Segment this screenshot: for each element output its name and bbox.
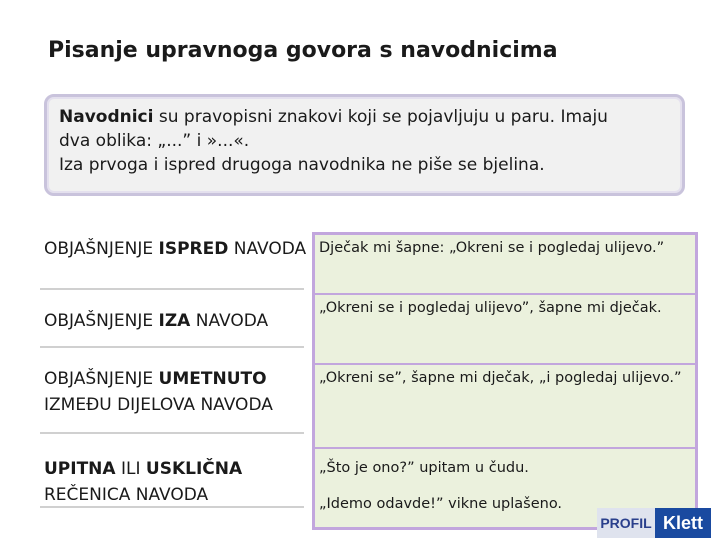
- table-row: [40, 234, 697, 295]
- definition-term: Navodnici: [59, 107, 154, 127]
- row-label: [40, 364, 314, 448]
- label-text: OBJAŠNJENJE: [44, 369, 159, 389]
- label-keyword: UMETNUTO: [158, 369, 267, 389]
- row-divider: [40, 506, 304, 508]
- example-line: „Što je ono?” upitam u čudu.: [319, 460, 529, 476]
- label-text: OBJAŠNJENJE: [44, 238, 159, 259]
- row-label: [40, 234, 314, 295]
- publisher-logo: [597, 508, 713, 538]
- definition-line-1: [59, 105, 670, 129]
- label-text: REČENICA NAVODA: [44, 485, 209, 505]
- label-keyword: USKLIČNA: [145, 459, 243, 479]
- definition-box: [44, 94, 685, 196]
- definition-line-1-rest: su pravopisni znakovi koji se pojavljuju u paru. Imaju: [153, 107, 608, 127]
- logo-profil: PROFIL: [597, 508, 655, 538]
- label-keyword: UPITNA: [44, 459, 116, 479]
- row-example: „Okreni se”, šapne mi dječak, „i pogledaj ulijevo.”: [314, 364, 697, 448]
- row-example: „Okreni se i pogledaj ulijevo”, šapne mi dječak.: [314, 294, 697, 364]
- definition-line-3: Iza prvoga i ispred drugoga navodnika ne piše se bjelina.: [59, 155, 545, 175]
- row-label: [40, 448, 314, 529]
- page-title: Pisanje upravnoga govora s navodnicima: [48, 38, 558, 63]
- label-text: OBJAŠNJENJE: [44, 311, 159, 331]
- label-keyword: IZA: [158, 311, 191, 331]
- row-divider: [40, 432, 304, 434]
- row-example: Dječak mi šapne: „Okreni se i pogledaj ulijevo.”: [314, 234, 697, 295]
- label-keyword: ISPRED: [158, 238, 229, 259]
- label-text: ILI: [115, 459, 146, 479]
- table-row: [40, 364, 697, 448]
- examples-table: [40, 232, 698, 530]
- row-label: [40, 294, 314, 364]
- table-row: [40, 294, 697, 364]
- label-text: NAVODA: [190, 311, 269, 331]
- row-divider: [40, 346, 304, 348]
- logo-klett: Klett: [655, 508, 711, 538]
- label-text: NAVODA: [228, 238, 307, 259]
- row-divider: [40, 288, 304, 290]
- definition-line-2: dva oblika: „...” i »...«.: [59, 131, 250, 151]
- example-line: „Idemo odavde!” vikne uplašeno.: [319, 496, 563, 512]
- label-text: IZMEĐU DIJELOVA NAVODA: [44, 395, 273, 415]
